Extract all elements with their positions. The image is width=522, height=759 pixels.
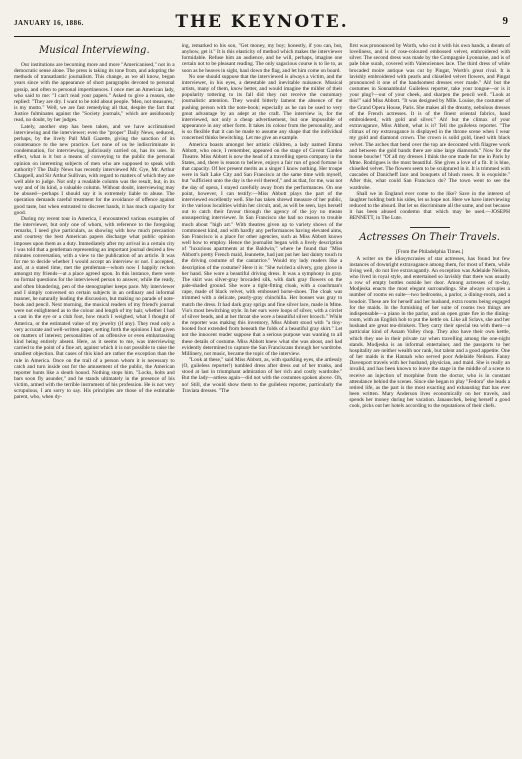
paragraph: first was pronounced by Worth, who cut it with his own hands, a dream of loveliness, and is of rose-coloured embossed velvet, embroidered with silver. The second dress was made by the Compagnie Lyonnaise, and is of pale blue surah, covered with Valenciennes lace. The third dress of white brocaded moire antique was cut by Pingat, Worth's great rival. It is lavishly embroidered with pearls and chiselled velvet flowers, and Pingat pronounced it one of the handsomest dresses ever made." Ah! but the costumes in Sonnambula! Guileless reporter, take your tongue—or is it your plug?—out of your cheek, and sharpen the pencil well. "Look at this!" said Miss Abbott. "It was designed by Mlle. Louise, the costumer of the Grand Opera House, Paris. She makes all the dreamy, nebulous dresses of the French actresses. It is of the finest oriental fabrics, hand embroidered, with gold and silver." Ah! but the climax of your extravagance, Miss Abbott, what is it? Tell the guileless reporter. "The climax of my extravagance is displayed in the throne scene when I wear my gold and diamond crown. The crown is solid gold, lined with black velvet. The arches that bend over the top are decorated with filagree work and between the gold bands there are nine large diamonds." Now for the bonne bouche! "Of all my dresses I think the one made for me in Paris by Mme. Rodrigues is the most beautiful. She gives a love of a fit. It is blue, chiselled velvet. The flowers seem to be sculptured in it. It is trimmed with cascades of Danicheff lace and bouquets of blush roses. It is exquisite." After this, what could San Francisco do? The town went to see the wardrobe. (349, 43, 511, 191)
paragraph: "Look at these," said Miss Abbott, as, with sparkling eyes, she artlessly (O, guileless reporter!) tumbled dress after dress out of her trunks, and stood at last in triumphant admiration of her rich and costly wardrobe." But the lady—artless again—did not with the costumes spoken above. Oh, no! Still, she would show them to the guileless reporter, particularly the Traviata dresses. "The (181, 356, 343, 394)
paragraph: During my recent tour in America, I encountered various examples of the interviewer, but only one of whom, with reference to the foregoing remarks, I need give particulars, as showing with how much precaution and courtesy the best American papers discharge what public opinion imposes upon them as a duty. Immediately after my arrival in a certain city I was told that a gentleman representing an important journal desired a few minutes conversation, with a view to the publication of an article. It was for me to decide whether I would accept an interview or not. I accepted, and, at a stated time, met the gentleman—whom now I happily reckon amongst my friends—at a place agreed upon. In this instance, there were no formal questions for the interviewed person to answer, while the ready, and often blundering, pen of the stenographer keeps pace. My interviewer and I simply conversed on certain subjects in an ordinary and informal manner, he naturally leading the discussion, but making no parade of note-book and pencil. Next morning, the musical readers of my friend's journal were not enlightened as to the colour and length of my hair, whether I had a cast in the eye or a club foot, how much I weighed, what I thought of America, or the estimated value of my jewelry (if any). They read only a very accurate and well-written paper, setting forth the opinions I had given on matters of interest; personalities of an offensive or even embarrassing kind being entirely absent. Here, as it seems to me, was interviewing carried to the point of a fine art, against which it is not possible to raise the smallest objection. But cases of this kind are rather the exception than the rule in America. Once on the trail of a person whom it is necessary to catch and turn inside out for the amusement of the public, the American reporter hunts like a sleuth hound. Nothing stops him. "Locks, bolts and bars soon fly asunder," and he stands ultimately in the presence of his victim, armed with the terrible instrument of his profession. He is not very scrupulous, I am sorry to say. His principles are those of the estimable parent, who, when dy- (14, 215, 175, 401)
column-3 (349, 43, 510, 759)
page-header (14, 10, 510, 37)
article-heading-actresses: Actresses On Their Travels. (359, 231, 500, 243)
column-1 (14, 43, 175, 759)
paragraph: Our institutions are becoming more and more "Americanised," not in a democratic sense alone. The press is taking its tone from, and adopting the methods of transatlantic journalism. This change, as we all know, began years since with the appearance of short paragraphs devoted to personal gossip, and often to personal impertinences. I once met an American lady, who said to me: "I can't read your papers." Asked to give a reason, she replied: "They are dry. I want to be told about people. 'Men, not measures,' is my motto." Well, we are fast remedying all that, despite the fact that Justice fulminates against the "Society journals," which are assiduously read, no doubt, by her judges. (14, 62, 175, 124)
article-heading-musical-interviewing: Musical Interviewing. (39, 45, 150, 56)
section-divider (410, 227, 450, 228)
paragraph: A writer on the idiosyncrasies of star actresses, has found but few instances of downright extravagance among them, for most of them, while living well, do not live extravagantly. An exception was Adelaide Neilson, who lived in royal style, and entertained so lavishly that there was usually a row of empty bottles outside her door. Among actresses of to-day, Modjeska enacts the most elegant surroundings. She always occupies a number of rooms en suite—two bedrooms, a parlor, a dining-room, and a boudoir. These are for herself and her husband, extra rooms being engaged for the maids. In the furnishing of her suite of rooms two things are indispensable—a piano in the parlor, and an open grate fire in the dining-room, with an English hob to put the kettle on. Like all Sclavs, she and her husband are great tea-drinkers. They carry their special tea with them—a particular kind of Assam Valley chop. They also have their own kettle, which they use in their private car when travelling among the one-night stands. Modjeska is an informal entertainer, and the passports to her hospitality are neither wealth nor rank, but talent and a good appetite. One of her maids is the Hannah who served poor Adelaide Neilson. Fanny Davenport travels with her husband, physician, and maid. She is really an invalid, and has been known to leave the stage in the middle of a scene to receive an injection of morphine from the doctor, who is in constant attendance behind the scenes. Since she began to play "Fedora" she leads a retired life, as the part is the most exacting and exhausting that has ever been written. Mary Anderson lives economically on her travels, and spends her money during her vacation. Janauschek, being herself a good cook, picks out her hotels according to the reputations of their chefs. (349, 255, 511, 410)
paragraph: ing, remarked to his son, "Get money, my boy; honestly, if you can, but, anyhow, get it." It is this elasticity of method which makes the interviewer formidable. Refuse him an audience, and he will, perhaps, imagine one certain not to be pleasant reading. The only sagacious course is to lie to, as soon as he heaves in sight, haul down the flag, and let him come on board. (181, 43, 343, 74)
paragraph: Lately, another step has been taken, and we have acclimatised interviewing and the interviewer; even the "proper" Daily News, seduced, perhaps, by the lively Pall Mall Gazette, giving the sanction of its countenance to the new practice. Let none of us be indiscriminate in condemnation, for interviewing, judiciously carried on, has its uses. In effect, what is it but a means of conveying to the public the personal opinion on interesting subjects of men who are supposed to speak with authority? The Daily News has recently interviewed Mr. Gye, Mr. Arthur Chappell, and Sir Arthur Sullivan, with regard to matters of which they are well able to judge. Not only a readable column was the result, but, in its way and of its kind, a valuable column. Without doubt, interviewing may be abused—perhaps I should say it is extremely liable to abuse. The operation demands careful treatment for the avoidance of offence against good taste, but when entrusted to discreet hands, it has much capacity for good. (14, 123, 175, 216)
article-columns (14, 43, 510, 759)
column-2 (182, 43, 343, 759)
article-source: [From the Philadelphia Times.] (395, 248, 464, 255)
masthead-title: THE KEYNOTE. (175, 12, 349, 32)
paragraph: No one should suppose that the interviewed is always a victim, and the interviewer, in his eyes, a detestable and inevitable nuisance. Musical artists, many of them, know better, and would imagine the milder of their popularity tottering to its fall did they not receive the customary journalistic attention. They would bitterly lament the absence of the pushing person with the note-book; especially as he can be used to very great advantage by an adept at the craft. The interview is, for the interviewed, not only a cheap advertisement, but one impossible of appearance in any other form. It takes its colour from the personality, and is so flexible that it can be made to assume any shape that the individual concerned thinks bewitching. Let me give an example. (181, 73, 343, 142)
paragraph: America boasts amongst her artistic children, a lady named Emma Abbott, who once, I remember, appeared on the stage of Covent Garden Theatre. Miss Abbott is now the head of a travelling opera company in the States, and, there is reason to believe, enjoys a fair run of good fortune in that capacity. Of her present merits as a singer I know nothing. Her troupe were in Salt Lake City and San Francisco at the same time with myself, but "sufficient unto the day is the evil thereof," and as that, for me, was not the day of opera, I stayed carefully away from the performances. On one point, however, I can testify:—Miss Abbott plays the part of the interviewed excellently well. She has taken shrewd measure of her public, in the various localities within her circuit, and, as will be seen, lays herself out to catch their favour through the agency of the joy no means unsuspecting interviewer. In San Francisco she had no reason to trouble much about "high art." With theatres given up to variety shows of the commonest kind, and with hardly any performances having elevated aims, San Francisco is a place for other agencies, such as Miss Abbott knows well how to employ. Hence the journalist began with a lively description of "luxurious apartments at the Baldwin," where he found that "Miss Abbott's pretty French maid, Jeannette, had just put her last dainty touch to the driving costume of the cantatrice." Would my lady readers like a description of the costume? Here it is: "She twirled a silvery, gray glove in her hand. She wore a beautiful driving dress. It was a symphony in gray. The skirt was silver-gray brocaded silk, with dark gray flowers on the pale-shaded ground. She wore a tight-fitting cloak, with a coachman's cape, made of black velvet, with embossed horse-shoes. The cloak was trimmed with a delicate, pearly-gray chinchilla. Her bonnet was gray to match the dress. It had dark gray sprigs and fine silver lace, made in Mme. Vio's most bewitching style. In her ears were loops of silver, with a circlet of silver beads, and at her throat she wore a beautiful silver brooch." While the reporter was making this inventory, Miss Abbott stood with "a tiny-booted foot extended from beneath the folds of a beautiful gray skirt." Let not the innocent reader suppose that a serious purpose was wanting to all these details of costume. Miss Abbott knew what she was about, and had evidently determined to capture the San Franciscans through her wardrobe. Millinery, not music, became the topic of the interview. (181, 141, 343, 357)
paragraph: Shall we in England ever come to the like? Save in the interest of laughter holding both his sides, let us hope not. Here we have interviewing reduced to the absurd. But let us discriminate all the same, and not because it has been abused condemn that which may be used.—JOSEPH BENNETT, in The Lute. (349, 190, 511, 222)
page-number: 9 (502, 15, 508, 27)
issue-date: JANUARY 16, 1886. (14, 19, 84, 27)
